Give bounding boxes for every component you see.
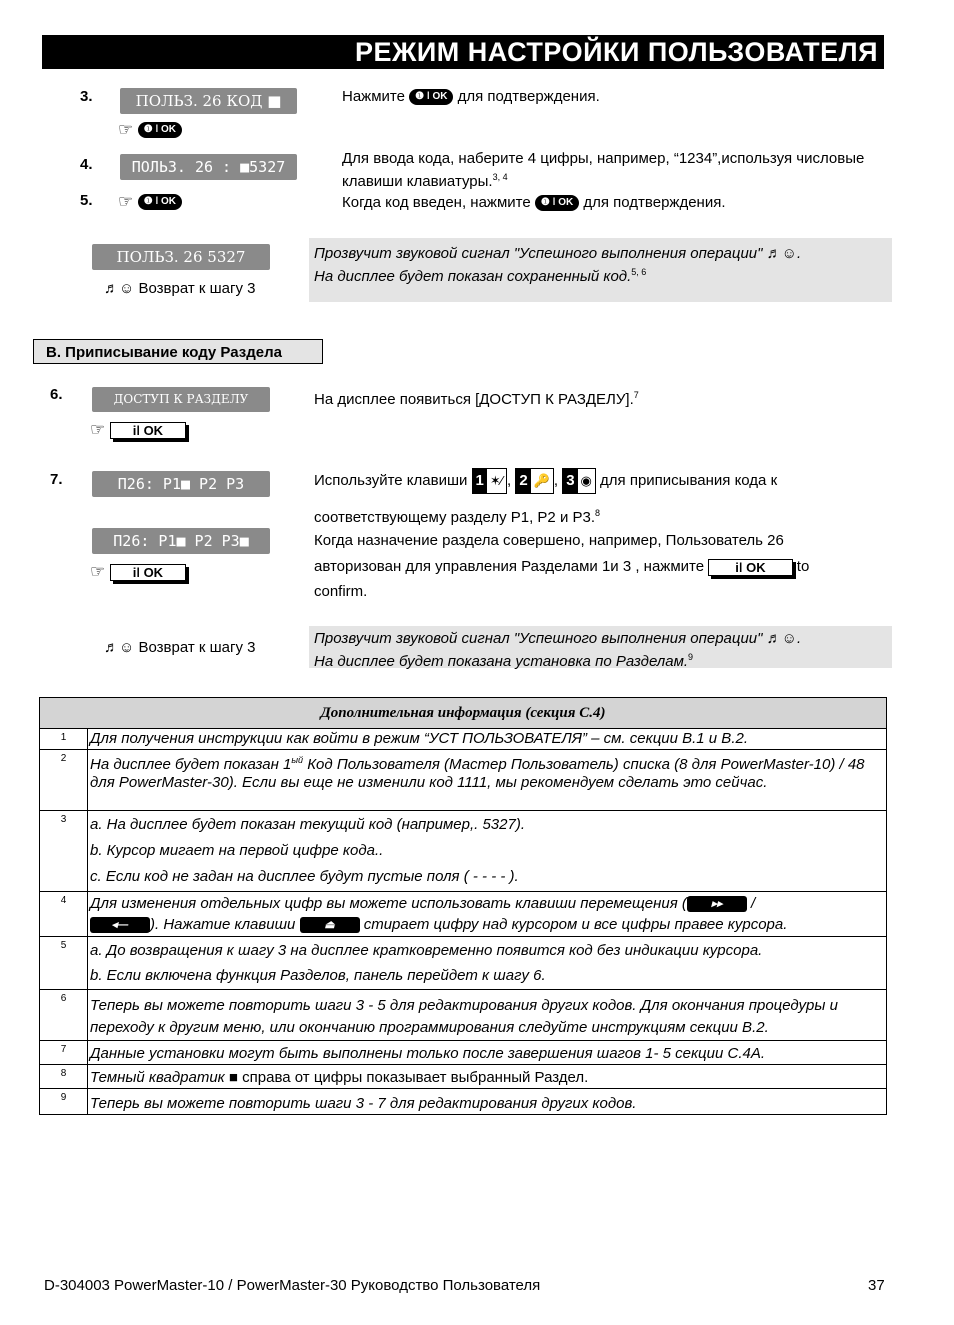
step7-text2-line3: confirm. bbox=[314, 583, 368, 600]
pointing-hand-icon: ☞ bbox=[90, 562, 106, 581]
note-box-1 bbox=[309, 238, 892, 302]
step-number-4: 4. bbox=[80, 156, 93, 173]
ok-key-icon: iǀ OK bbox=[708, 559, 792, 576]
return-to-step3: ♬☺ Возврат к шагу 3 bbox=[104, 280, 256, 297]
lcd-display-step3: ПОЛЬЗ. 26 КОД ■ bbox=[120, 88, 297, 114]
additional-info-table bbox=[39, 697, 887, 1115]
section-b-heading: B. Приписывание коду Раздела bbox=[33, 339, 323, 364]
step3-key-action bbox=[118, 121, 182, 139]
step6-text: На дисплее появиться [ДОСТУП К РАЗДЕЛУ].$^7$ bbox=[314, 390, 639, 408]
step3-text: Нажмите ❶ ǀ OK для подтверждения. bbox=[342, 88, 600, 105]
step-number-5: 5. bbox=[80, 192, 93, 209]
return-to-step3-b: ♬☺ Возврат к шагу 3 bbox=[104, 639, 256, 656]
lcd-display-step6: ДОСТУП К РАЗДЕЛУ bbox=[92, 387, 270, 412]
ok-key-icon: iǀ OK bbox=[110, 422, 186, 439]
page-header bbox=[42, 35, 884, 69]
note1-line1: Прозвучит звуковой сигнал "Успешного выполнения операции" ♬☺. bbox=[314, 245, 802, 262]
note2-line2: На дисплее будет показана установка по Разделам.$^9$ bbox=[314, 652, 694, 670]
step7-text2-line2: авторизован для управления Разделами 1и 3 , нажмите iǀ OK to bbox=[314, 558, 810, 575]
ok-key-icon: iǀ OK bbox=[110, 564, 186, 581]
table-row: 3 a. На дисплее будет показан текущий код (например,. 5327). b. Курсор мигает на первой цифре кода.. c. Если код не задан на дисплее будут пустые поля ( - - - - ). bbox=[40, 811, 887, 892]
pointing-hand-icon: ☞ bbox=[118, 120, 134, 139]
note2-line1: Прозвучит звуковой сигнал "Успешного выполнения операции" ♬☺. bbox=[314, 630, 802, 647]
ok-key-icon: ❶ ǀ OK bbox=[535, 195, 579, 211]
key-3-icon: 3 ◉ bbox=[562, 468, 596, 494]
ok-key-icon: ❶ ǀ OK bbox=[138, 194, 182, 210]
table-row: 5 a. До возвращения к шагу 3 на дисплее кратковременно появится код без индикации курсора. b. Если включена функция Разделов, панель перейдет к шагу 6. bbox=[40, 937, 887, 990]
table-row: 6 Теперь вы можете повторить шаги 3 - 5 для редактирования других кодов. Для окончания процедуры и переходу к другим меню, или окончанию программирования следуйте инструкциям секции B.2. bbox=[40, 990, 887, 1041]
step7-text1: Используйте клавиши 1 ✶⁄ , 2 🔑 , 3 ◉ для приписывания кода к bbox=[314, 468, 777, 494]
step6-key-action bbox=[90, 421, 186, 439]
pointing-hand-icon: ☞ bbox=[118, 192, 134, 211]
lcd-display-step7b: П26: Р1■ Р2 Р3■ bbox=[92, 528, 270, 554]
lcd-display-step4: ПОЛЬЗ. 26 : ■5327 bbox=[120, 154, 297, 180]
step7-text1-line2: соответствующему разделу Р1, Р2 и Р3.$^8$ bbox=[314, 508, 601, 526]
delete-key-icon: ⏏ bbox=[300, 917, 360, 933]
step7-text2-line1: Когда назначение раздела совершено, например, Пользователь 26 bbox=[314, 532, 784, 549]
ok-key-icon: ❶ ǀ OK bbox=[409, 89, 453, 105]
page-title: РЕЖИМ НАСТРОЙКИ ПОЛЬЗОВАТЕЛЯ bbox=[354, 37, 878, 67]
table-row: 4 Для изменения отдельных цифр вы можете использовать клавиши перемещения ( ▸▸ / ◂— ). Нажатие клавиши ⏏ стирает цифру над курсором и все цифры правее курсора. bbox=[40, 892, 887, 937]
table-row: 8 Темный квадратик ■ справа от цифры показывает выбранный Раздел. bbox=[40, 1065, 887, 1089]
key-2-icon: 2 🔑 bbox=[515, 468, 554, 494]
table-row: 2 На дисплее будет показан $1^{ый}$ Код Пользователя (Мастер Пользователь) списка (8 для PowerMaster-10) / 48 для PowerMaster-30). Если вы еще не изменили код 1111, мы рекомендуем сделать это сейчас. bbox=[40, 750, 887, 811]
step-number-3: 3. bbox=[80, 88, 93, 105]
table-header: Дополнительная информация (секция С.4) bbox=[40, 698, 887, 729]
footer-document-title: D-304003 PowerMaster-10 / PowerMaster-30 Руководство Пользователя bbox=[44, 1277, 541, 1294]
lcd-display-result1: ПОЛЬЗ. 26 5327 bbox=[92, 244, 270, 270]
pointing-hand-icon: ☞ bbox=[90, 420, 106, 439]
step5-key-action bbox=[118, 193, 182, 211]
table-row: 1 Для получения инструкции как войти в режим “УСТ ПОЛЬЗОВАТЕЛЯ” – см. секции B.1 и B.2. bbox=[40, 729, 887, 750]
key-1-icon: 1 ✶⁄ bbox=[472, 468, 507, 494]
step7-key-action bbox=[90, 563, 186, 581]
table-header-row bbox=[40, 698, 887, 729]
note1-line2: На дисплее будет показан сохраненный код.$^{5, 6}$ bbox=[314, 267, 647, 285]
lcd-display-step7a: П26: Р1■ Р2 Р3 bbox=[92, 471, 270, 497]
table-row: 7 Данные установки могут быть выполнены только после завершения шагов 1- 5 секции С.4А. bbox=[40, 1041, 887, 1065]
step5-text: Когда код введен, нажмите ❶ ǀ OK для подтверждения. bbox=[342, 194, 726, 211]
footer-page-number: 37 bbox=[868, 1277, 885, 1294]
step4-text: Для ввода кода, наберите 4 цифры, например, “1234”,используя числовые клавиши клавиатуры.$^{3, 4}$ bbox=[342, 150, 865, 190]
note-box-2 bbox=[309, 626, 892, 668]
back-key-icon: ◂— bbox=[90, 917, 150, 933]
next-key-icon: ▸▸ bbox=[687, 896, 747, 912]
table-row: 9 Теперь вы можете повторить шаги 3 - 7 для редактирования других кодов. bbox=[40, 1089, 887, 1115]
ok-key-icon: ❶ ǀ OK bbox=[138, 122, 182, 138]
step-number-6: 6. bbox=[50, 386, 63, 403]
step-number-7: 7. bbox=[50, 471, 63, 488]
